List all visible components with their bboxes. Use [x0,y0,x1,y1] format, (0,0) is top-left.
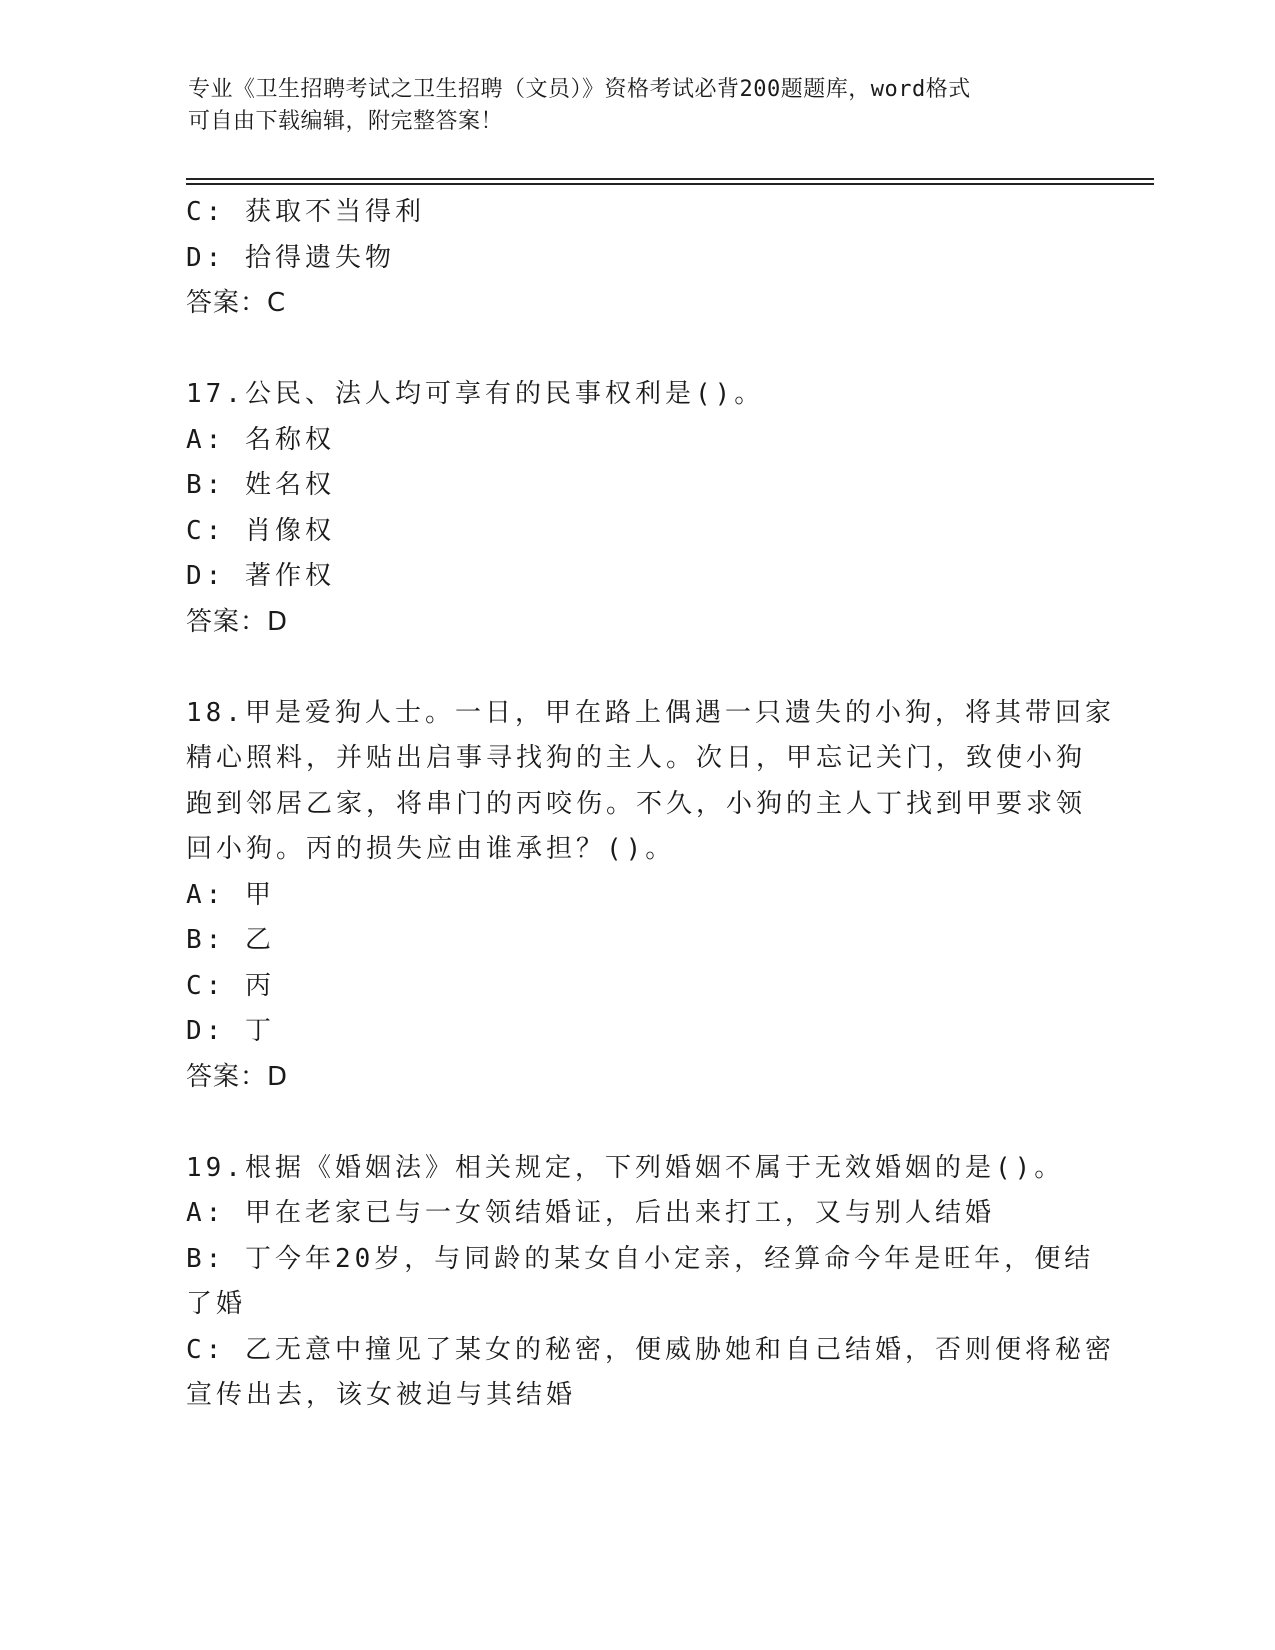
q19-stem: 19.根据《婚姻法》相关规定，下列婚姻不属于无效婚姻的是()。 [186,1152,1065,1183]
header-title-line-2: 可自由下载编辑，附完整答案！ [188,109,504,134]
question-17 [186,372,1086,645]
q19-option-c-line-1: C: 乙无意中撞见了某女的秘密，便威胁她和自己结婚，否则便将秘密 [186,1334,1115,1365]
q18-option-b: B: 乙 [186,925,275,955]
spacer [186,327,1086,373]
q17-option-c: C: 肖像权 [186,515,335,546]
header-rule-top [186,178,1154,180]
q18-option-d: D: 丁 [186,1016,275,1046]
question-content [186,190,1115,1419]
q18-stem-line-3: 跑到邻居乙家，将串门的丙咬伤。不久，小狗的主人丁找到甲要求领 [186,788,1087,819]
q17-answer: 答案：D [186,606,289,637]
q19-option-c-line-2: 宣传出去，该女被迫与其结婚 [186,1380,577,1410]
q19-option-b-line-2: 了婚 [186,1289,247,1319]
q17-stem: 17.公民、法人均可享有的民事权利是()。 [186,379,765,409]
q18-stem-line-1: 18.甲是爱狗人士。一日，甲在路上偶遇一只遗失的小狗，将其带回家 [186,697,1115,728]
header-rule-bottom [186,183,1154,185]
q18-option-a: A: 甲 [186,879,275,910]
spacer [186,1100,1086,1146]
spacer [186,645,1086,691]
header-title-line-1: 专业《卫生招聘考试之卫生招聘（文员）》资格考试必背200题题库，word格式 [188,77,971,102]
q17-option-d: D: 著作权 [186,561,335,591]
q16-option-c: C: 获取不当得利 [186,197,425,227]
q19-option-b-line-1: B: 丁今年20岁，与同龄的某女自小定亲，经算命今年是旺年，便结 [186,1243,1095,1274]
q18-stem-line-4: 回小狗。丙的损失应由谁承担？()。 [186,834,676,864]
q16-answer: 答案：C [186,288,287,318]
q18-answer: 答案：D [186,1061,289,1092]
q16-option-d: D: 拾得遗失物 [186,242,395,273]
q18-stem-line-2: 精心照料，并贴出启事寻找狗的主人。次日，甲忘记关门，致使小狗 [186,743,1087,773]
question-19 [186,1146,1115,1419]
q19-option-a: A: 甲在老家已与一女领结婚证，后出来打工，又与别人结婚 [186,1198,995,1228]
question-16-tail [186,190,1086,327]
page-header [188,74,1068,138]
q17-option-b: B: 姓名权 [186,470,335,500]
q17-option-a: A: 名称权 [186,424,335,455]
question-18 [186,691,1115,1101]
q18-option-c: C: 丙 [186,970,275,1001]
